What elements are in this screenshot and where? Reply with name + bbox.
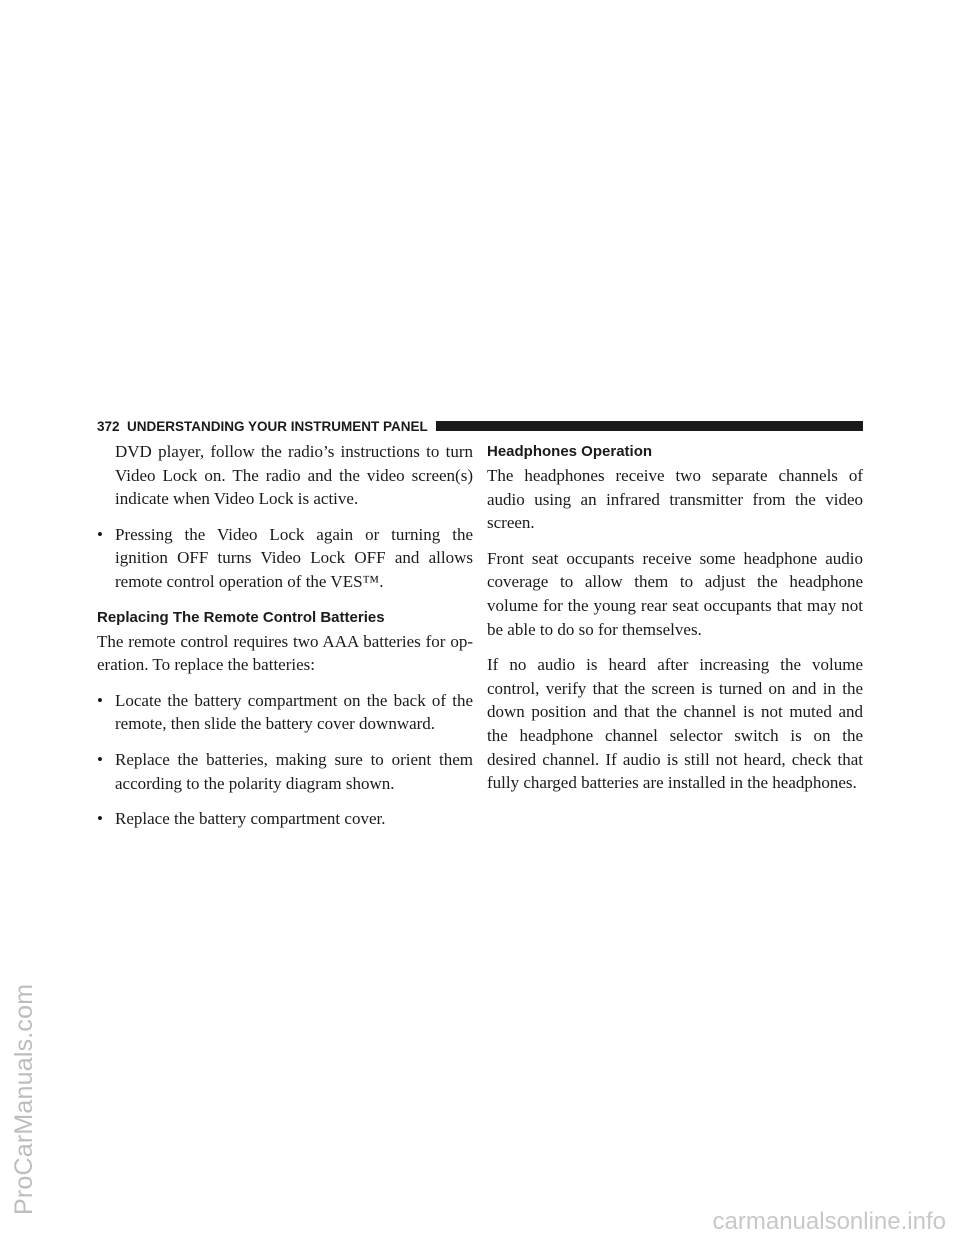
page-header-text [97, 419, 436, 434]
bottom-watermark: carmanualsonline.info [712, 1208, 946, 1235]
paragraph: The headphones receive two separate channels of audio using an infrared transmitter from the video screen. [487, 466, 863, 533]
list-item-text: Replace the battery compartment cover. [115, 809, 386, 829]
bullet-marker: • [97, 690, 103, 710]
paragraph: Front seat occupants receive some headphone audio coverage to allow them to adjust the headphone volume for the young rear seat occupants that may not be able to do so for themselves. [487, 548, 863, 639]
section-heading-batteries: Replacing The Remote Control Batteries [97, 608, 385, 626]
page-number: 372 [97, 418, 120, 434]
right-column [487, 440, 863, 807]
side-watermark: ProCarManuals.com [10, 983, 38, 1215]
list-item [97, 689, 473, 736]
list-item-text: Pressing the Video Lock again or turning the ignition OFF turns Video Lock OFF and allows remote control operation of the VES™. [115, 524, 473, 591]
bullet-marker: • [97, 749, 103, 769]
paragraph: If no audio is heard after increasing the volume control, verify that the screen is turned on and in the down position and that the channel is not muted and the headphone channel selector switch is on the desired channel. If audio is still not heard, check that fully charged batteries are installed in the headphones. [487, 655, 863, 793]
section-heading-headphones: Headphones Operation [487, 443, 653, 460]
list-item-text: Locate the battery compartment on the back of the remote, then slide the battery cover downward. [115, 690, 473, 734]
list-item-text: Replace the batteries, making sure to orient them according to the polarity diagram shown. [115, 749, 473, 793]
page-header [97, 418, 863, 434]
list-item [97, 748, 473, 795]
list-item [97, 523, 473, 594]
header-rule [436, 421, 863, 431]
left-column [97, 440, 473, 843]
batteries-intro: The remote control requires two AAA batteries for op- eration. To replace the batteries: [97, 631, 473, 675]
bullet-marker: • [97, 524, 103, 544]
bullet-marker: • [97, 809, 103, 829]
continued-paragraph: DVD player, follow the radio’s instructions to turn Video Lock on. The radio and the video screen(s) indicate when Video Lock is active. [115, 442, 473, 509]
list-item [97, 807, 473, 831]
section-title: UNDERSTANDING YOUR INSTRUMENT PANEL [127, 418, 428, 434]
